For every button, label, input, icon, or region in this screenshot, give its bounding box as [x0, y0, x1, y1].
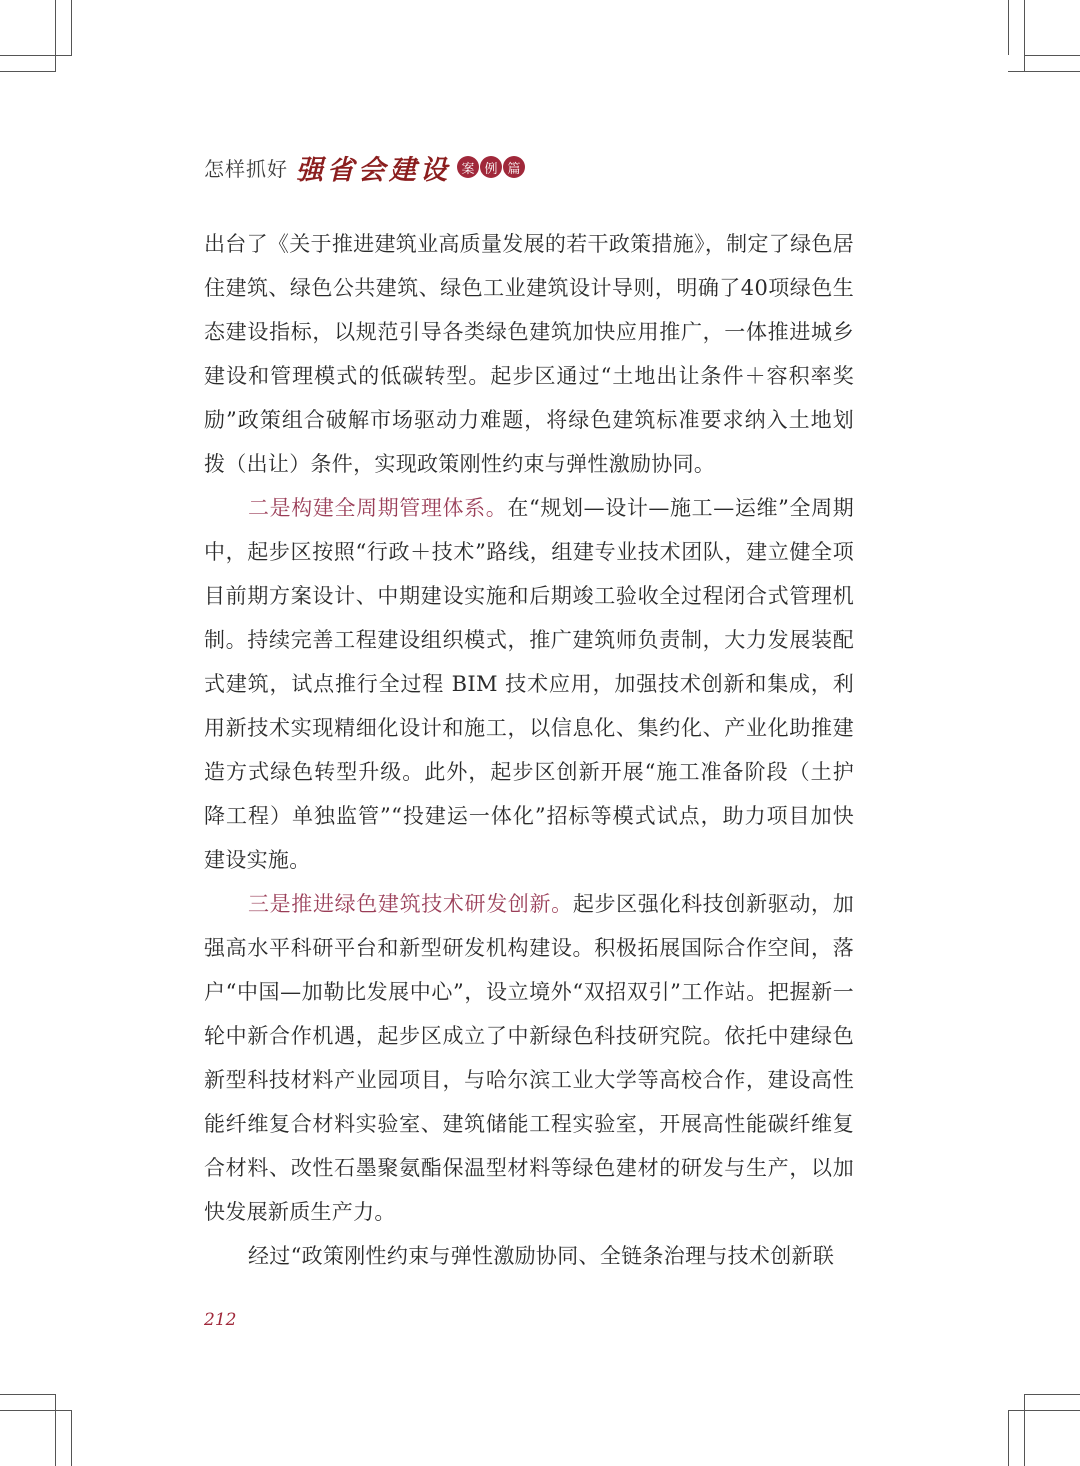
paragraph — [204, 222, 854, 486]
paragraph — [204, 882, 854, 1234]
paragraph — [204, 1234, 854, 1278]
header-badge: 例 — [480, 156, 502, 178]
page-number: 212 — [204, 1310, 237, 1330]
paragraph-text: 出台了《关于推进建筑业高质量发展的若干政策措施》，制定了绿色居住建筑、绿色公共建筑、绿色工业建筑设计导则，明确了40项绿色生态建设指标，以规范引导各类绿色建筑加快应用推广，一体推进城乡建设和管理模式的低碳转型。起步区通过“土地出让条件＋容积率奖励”政策组合破解市场驱动力难题，将绿色建筑标准要求纳入土地划拨（出让）条件，实现政策刚性约束与弹性激励协同。 — [204, 232, 854, 476]
body-text — [204, 222, 854, 1278]
running-header — [204, 150, 526, 184]
header-badges — [457, 156, 526, 178]
header-badge: 案 — [457, 156, 479, 178]
header-title: 强省会建设 — [296, 154, 451, 186]
paragraph-text: 起步区强化科技创新驱动，加强高水平科研平台和新型研发机构建设。积极拓展国际合作空间，落户“中国—加勒比发展中心”，设立境外“双招双引”工作站。把握新一轮中新合作机遇，起步区成立了中新绿色科技研究院。依托中建绿色新型科技材料产业园项目，与哈尔滨工业大学等高校合作，建设高性能纤维复合材料实验室、建筑储能工程实验室，开展高性能碳纤维复合材料、改性石墨聚氨酯保温型材料等绿色建材的研发与生产，以加快发展新质生产力。 — [204, 892, 855, 1224]
header-prefix: 怎样抓好 — [204, 156, 288, 181]
paragraph-text: 在“规划—设计—施工—运维”全周期中，起步区按照“行政＋技术”路线，组建专业技术团队，建立健全项目前期方案设计、中期建设实施和后期竣工验收全过程闭合式管理机制。持续完善工程建设组织模式，推广建筑师负责制，大力发展装配式建筑，试点推行全过程 BIM 技术应用，加强技术创新和集成，利用新技术实现精细化设计和施工，以信息化、集约化、产业化助推建造方式绿色转型升级。此外，起步区创新开展“施工准备阶段（土护降工程）单独监管”“投建运一体化”招标等模式试点，助力项目加快建设实施。 — [204, 496, 854, 872]
section-heading: 三是推进绿色建筑技术研发创新。 — [248, 892, 573, 916]
section-heading: 二是构建全周期管理体系。 — [248, 496, 508, 520]
paragraph-text: 经过“政策刚性约束与弹性激励协同、全链条治理与技术创新联 — [248, 1244, 835, 1268]
header-badge: 篇 — [503, 156, 525, 178]
paragraph — [204, 486, 854, 882]
